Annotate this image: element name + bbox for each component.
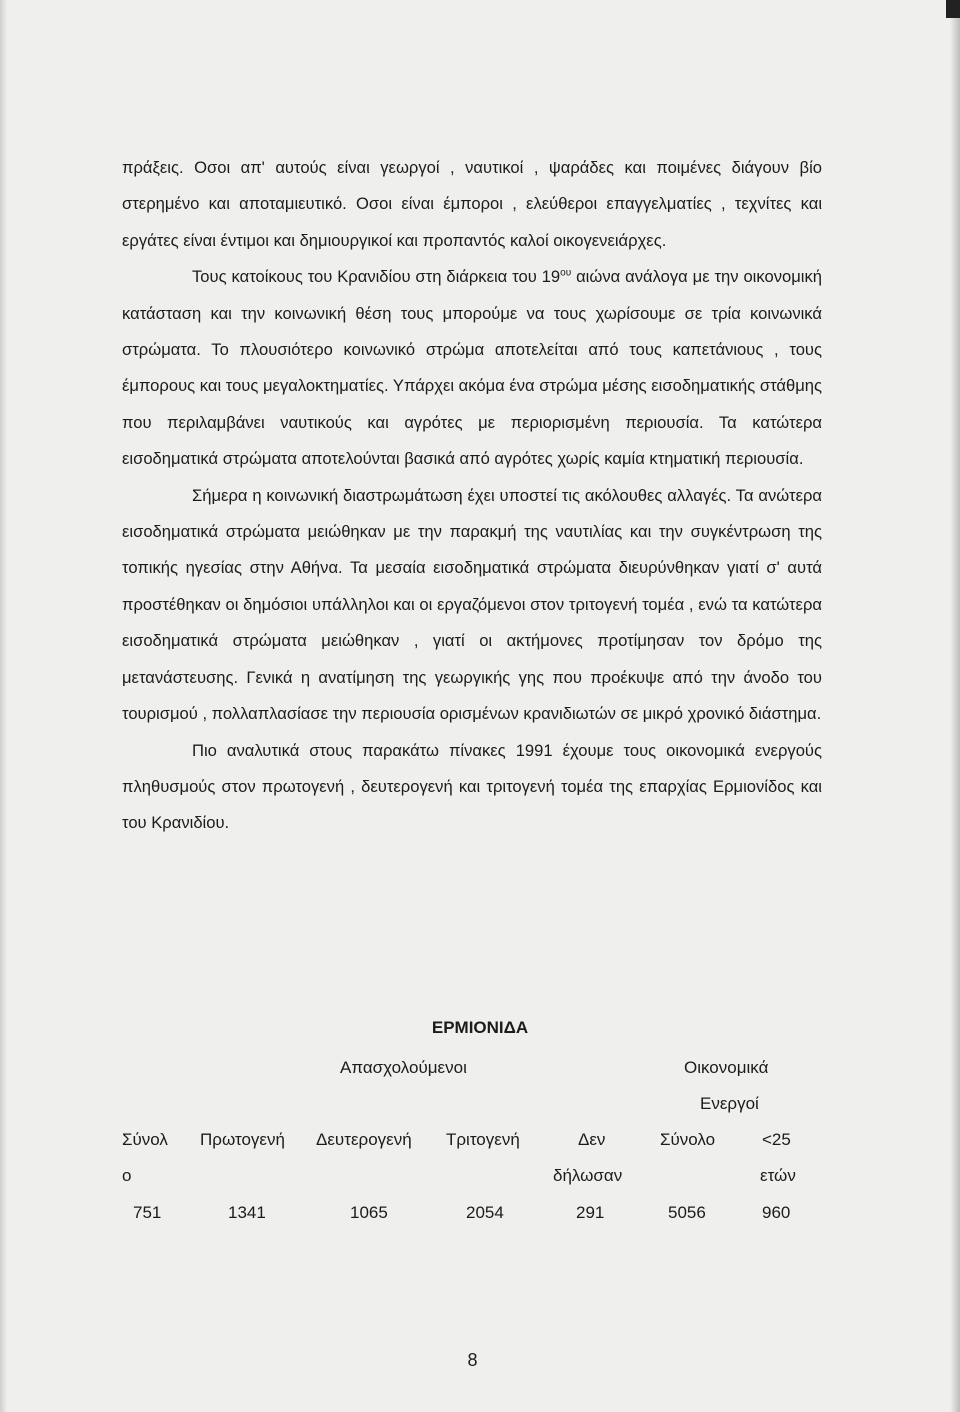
value-tertiary: 2054 (466, 1203, 504, 1222)
col-header-total-cont: ο (122, 1166, 132, 1185)
body-text (122, 150, 822, 842)
value-under25: 960 (762, 1203, 791, 1222)
col-header-undeclared-cont: δήλωσαν (553, 1166, 623, 1185)
col-header-primary: Πρωτογενή (200, 1130, 285, 1149)
value-active-total: 5056 (668, 1203, 706, 1222)
col-header-secondary: Δευτερογενή (316, 1130, 412, 1149)
col-header-under25: <25 (762, 1130, 791, 1149)
page-edge-left (0, 0, 7, 1412)
col-header-active-total: Σύνολο (660, 1130, 716, 1149)
col-header-undeclared: Δεν (578, 1130, 606, 1149)
paragraph-2-start: Τους κατοίκους του Κρανιδίου στη διάρκεια του 19 (192, 267, 561, 287)
group-header-employed: Απασχολούμενοι (340, 1058, 467, 1077)
col-header-under25-cont: ετών (760, 1166, 796, 1185)
page-edge-right (950, 0, 960, 1412)
table-title: ΕΡΜΙΟΝΙΔΑ (431, 1018, 529, 1037)
scan-corner-mark (946, 0, 960, 18)
value-undeclared: 291 (576, 1203, 605, 1222)
paragraph-3: Σήμερα η κοινωνική διαστρωμάτωση έχει υποστεί τις ακόλουθες αλλαγές. Τα ανώτερα εισοδηματικά στρώματα μειώθηκαν με την παρακμή της ναυτιλίας και την συγκέντρωση της τοπικής ηγεσίας στην Αθήνα. Τα μεσαία εισοδηματικά στρώματα διευρύνθηκαν γιατί σ' αυτά προστέθηκαν οι δημόσιοι υπάλληλοι και οι εργαζόμενοι στον τριτογενή τομέα , ενώ τα κατώτερα εισοδηματικά στρώματα μειώθηκαν , γιατί οι ακτήμονες προτίμησαν τον δρόμο της μετανάστευσης. Γενικά η ανατίμηση της γεωργικής γης που προέκυψε από την άνοδο του τουρισμού , πολλαπλασίασε την περιουσία ορισμένων κρανιδιωτών σε μικρό χρονικό διάστημα. (122, 485, 822, 724)
col-header-tertiary: Τριτογενή (446, 1130, 520, 1149)
value-secondary: 1065 (350, 1203, 388, 1222)
paragraph-2 (122, 259, 822, 477)
superscript-ordinal: ου (560, 267, 572, 279)
group-header-active-line2: Ενεργοί (700, 1094, 759, 1113)
value-total: 751 (133, 1203, 162, 1222)
page-number: 8 (467, 1350, 478, 1370)
col-header-total: Σύνολ (122, 1130, 168, 1149)
paragraph-4: Πιο αναλυτικά στους παρακάτω πίνακες 1991 έχουμε τους οικονομικά ενεργούς πληθυσμούς στον πρωτογενή , δευτερογενή και τριτογενή τομέα της επαρχίας Ερμιονίδος και του Κρανιδίου. (122, 740, 822, 833)
value-primary: 1341 (228, 1203, 266, 1222)
paragraph-1: πράξεις. Οσοι απ' αυτούς είναι γεωργοί , ναυτικοί , ψαράδες και ποιμένες διάγουν βίο στερημένο και αποταμιευτικό. Οσοι είναι έμποροι , ελεύθεροι επαγγελματίες , τεχνίτες και εργάτες είναι έντιμοι και δημιουργικοί και προπαντός καλοί οικογενειάρχες. (122, 158, 822, 250)
paragraph-2-rest: αιώνα ανάλογα με την οικονομική κατάσταση και την κοινωνική θέση τους μπορούμε να τους χωρίσουμε σε τρία κοινωνικά στρώματα. Το πλουσιότερο κοινωνικό στρώμα αποτελείται από τους καπετάνιους , τους έμπορους και τους μεγαλοκτηματίες. Υπάρχει ακόμα ένα στρώμα μέσης εισοδηματικής στάθμης που περιλαμβάνει ναυτικούς και αγρότες με περιορισμένη περιουσία. Τα κατώτερα εισοδηματικά στρώματα αποτελούνται βασικά από αγρότες χωρίς καμία κτηματική περιουσία. (122, 267, 822, 469)
group-header-active-line1: Οικονομικά (684, 1058, 769, 1077)
